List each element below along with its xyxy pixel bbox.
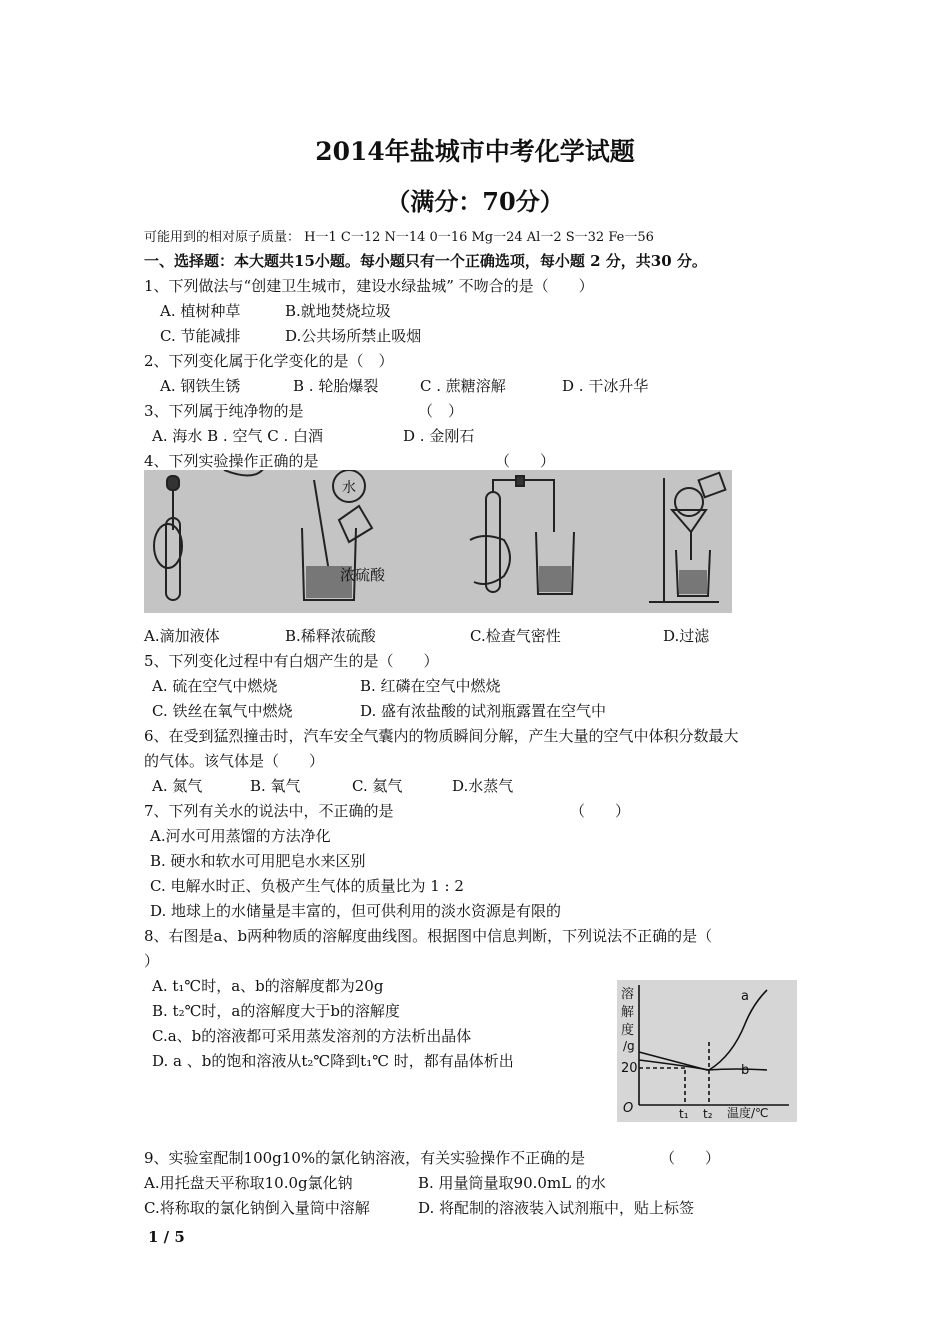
ylabel-4: /g [623, 1039, 635, 1053]
page-title: 2014年盐城市中考化学试题 [315, 137, 635, 166]
water-label: 水 [342, 480, 356, 496]
q6-option-b: B. 氧气 [250, 777, 301, 795]
q9-answer-paren: （ ） [660, 1149, 721, 1167]
solubility-curve-figure [617, 980, 797, 1122]
q5-option-c: C. 铁丝在氧气中燃烧 [152, 702, 293, 720]
q7-option-b: B. 硬水和软水可用肥皂水来区别 [150, 852, 366, 870]
q6-option-a: A. 氮气 [152, 777, 203, 795]
q8-option-b: B. t₂℃时，a的溶解度大于b的溶解度 [152, 1002, 400, 1020]
q4-option-b: B.稀释浓硫酸 [285, 627, 376, 645]
section-heading: 一、选择题：本大题共15小题。每小题只有一个正确选项，每小题 2 分，共30 分。 [144, 252, 707, 270]
q3-options-abc: A. 海水 B . 空气 C . 白酒 [152, 427, 324, 445]
q4-stem: 4、下列实验操作正确的是 [144, 452, 319, 470]
q6-option-d: D.水蒸气 [452, 777, 514, 795]
q9-option-c: C.将称取的氯化钠倒入量筒中溶解 [144, 1199, 370, 1217]
q4-option-d: D.过滤 [663, 627, 710, 645]
ylabel-3: 度 [621, 1023, 635, 1038]
q5-option-a: A. 硫在空气中燃烧 [152, 677, 278, 695]
q9-option-d: D. 将配制的溶液装入试剂瓶中，贴上标签 [418, 1199, 695, 1217]
q8-option-d: D. a 、b的饱和溶液从t₂℃降到t₁℃ 时，都有晶体析出 [152, 1052, 514, 1070]
q3-option-d: D . 金刚石 [403, 427, 475, 445]
x-axis-label: 温度/℃ [727, 1106, 769, 1120]
q2-option-c: C . 蔗糖溶解 [420, 377, 506, 395]
ylabel-2: 解 [621, 1005, 635, 1020]
q6-option-c: C. 氦气 [352, 777, 403, 795]
y-tick-20: 20 [621, 1061, 638, 1076]
q6-stem-line2: 的气体。该气体是（ ） [144, 752, 325, 770]
page-number: 1 / 5 [148, 1228, 185, 1246]
atomic-mass-note: 可能用到的相对原子质量： H一1 C一12 N一14 0一16 Mg一24 Al一2 S一32 Fe一56 [144, 230, 654, 245]
q7-option-d: D. 地球上的水储量是丰富的，但可供利用的淡水资源是有限的 [150, 902, 562, 920]
q7-option-c: C. 电解水时正、负极产生气体的质量比为 1 : 2 [150, 877, 464, 895]
q7-option-a: A.河水可用蒸馏的方法净化 [150, 827, 331, 845]
q7-answer-paren: （ ） [570, 802, 631, 820]
q9-option-a: A.用托盘天平称取10.0g氯化钠 [144, 1174, 353, 1192]
q1-option-a: A. 植树种草 [160, 302, 241, 320]
q2-option-d: D . 干冰升华 [562, 377, 649, 395]
q8-option-c: C.a、b的溶液都可采用蒸发溶剂的方法析出晶体 [152, 1027, 472, 1045]
q3-stem: 3、下列属于纯净物的是 [144, 402, 304, 420]
curve-b-label: b [741, 1063, 750, 1078]
q9-option-b: B. 用量筒量取90.0mL 的水 [418, 1174, 606, 1192]
q1-option-d: D.公共场所禁止吸烟 [285, 327, 422, 345]
lab-operations-figure [144, 470, 732, 613]
q1-option-b: B.就地焚烧垃圾 [285, 302, 391, 320]
q5-stem: 5、下列变化过程中有白烟产生的是（ ） [144, 652, 439, 670]
q8-option-a: A. t₁℃时，a、b的溶解度都为20g [152, 977, 384, 995]
origin-label: O [623, 1101, 634, 1116]
ylabel-1: 溶 [621, 987, 635, 1002]
acid-label: 浓硫酸 [340, 566, 386, 584]
q7-stem: 7、下列有关水的说法中，不正确的是 [144, 802, 394, 820]
q2-option-b: B . 轮胎爆裂 [293, 377, 379, 395]
q5-option-d: D. 盛有浓盐酸的试剂瓶露置在空气中 [360, 702, 607, 720]
q4-option-c: C.检查气密性 [470, 627, 561, 645]
q5-option-b: B. 红磷在空气中燃烧 [360, 677, 501, 695]
q6-stem-line1: 6、在受到猛烈撞击时，汽车安全气囊内的物质瞬间分解，产生大量的空气中体积分数最大 [144, 727, 739, 745]
x-tick-t1: t₁ [679, 1107, 689, 1121]
q4-answer-paren: （ ） [495, 452, 556, 470]
q3-answer-paren: （ ） [418, 402, 464, 420]
q4-option-a: A.滴加液体 [144, 627, 220, 645]
q9-stem: 9、实验室配制100g10%的氯化钠溶液，有关实验操作不正确的是 [144, 1149, 586, 1167]
curve-a-label: a [741, 989, 749, 1004]
q1-option-c: C. 节能减排 [160, 327, 241, 345]
q1-stem: 1、下列做法与“创建卫生城市，建设水绿盐城” 不吻合的是（ ） [144, 277, 594, 295]
q8-stem-line1: 8、右图是a、b两种物质的溶解度曲线图。根据图中信息判断，下列说法不正确的是（ [144, 927, 713, 945]
q2-option-a: A. 钢铁生锈 [160, 377, 241, 395]
x-tick-t2: t₂ [703, 1107, 713, 1121]
page-subtitle: （满分：70分） [386, 187, 564, 216]
q8-stem-line2: ） [144, 952, 160, 970]
q2-stem: 2、下列变化属于化学变化的是（ ） [144, 352, 394, 370]
